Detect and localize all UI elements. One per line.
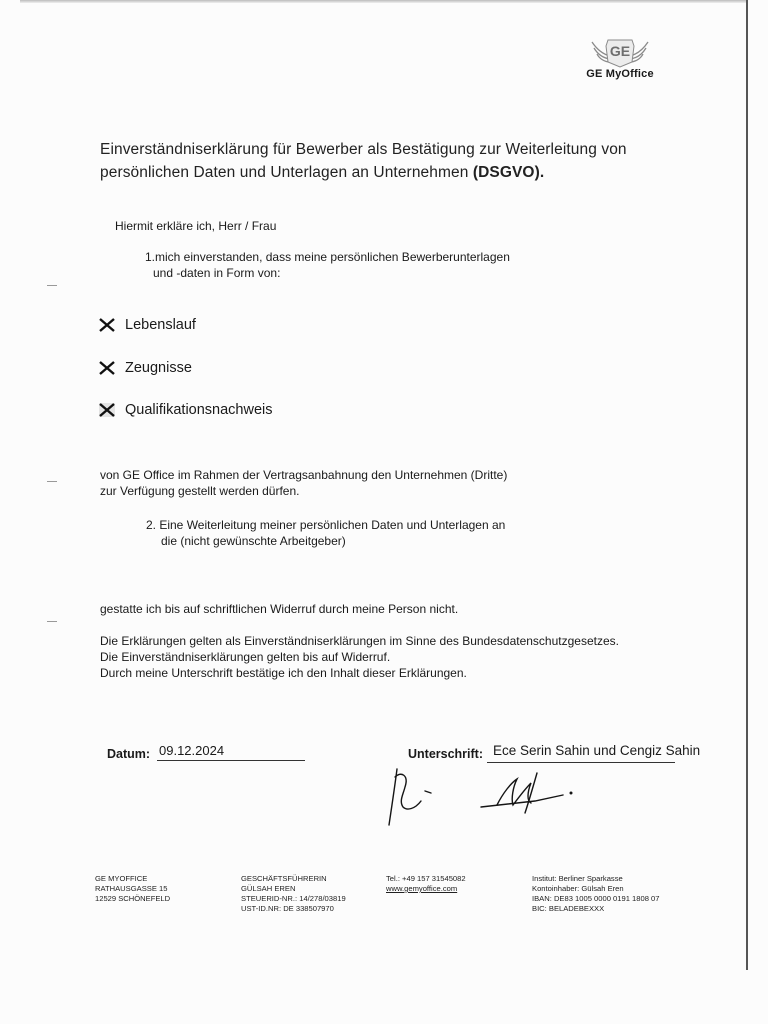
svg-text:GE: GE	[609, 43, 631, 59]
footer-website-link[interactable]: www.gemyoffice.com	[386, 884, 458, 893]
date-underline	[157, 760, 305, 761]
check-x-icon	[99, 361, 115, 375]
signature-label: Unterschrift:	[408, 747, 484, 761]
company-name: GE MyOffice	[586, 68, 654, 80]
footer-management: GESCHÄFTSFÜHRERIN GÜLSAH EREN STEUERID-NR.: 14/278/03819 UST-ID.NR: DE 338507970	[241, 874, 346, 913]
clause-1: 1.mich einverstanden, dass meine persönlichen Bewerberunterlagen und -daten in Form von:	[145, 250, 510, 280]
punch-mark	[47, 621, 57, 622]
date-value[interactable]: 09.12.2024	[159, 743, 225, 758]
handwritten-signature-icon	[385, 765, 585, 830]
title-line-1: Einverständniserklärung für Bewerber als Bestätigung zur Weiterleitung von	[100, 141, 627, 158]
checkbox-label: Qualifikationsnachweis	[125, 402, 273, 418]
signature-name[interactable]: Ece Serin Sahin und Cengiz Sahin	[493, 743, 701, 758]
checkbox-label: Lebenslauf	[125, 317, 196, 333]
date-label: Datum:	[107, 747, 151, 761]
declaration-text: Die Erklärungen gelten als Einverständniserklärungen im Sinne des Bundesdatenschutzgesetzes. Die Einverständniserklärungen gelten bis auf Widerruf. Durch meine Unterschrift bestätige ich den Inhalt dieser Erklärungen.	[100, 634, 619, 680]
clause-2: 2. Eine Weiterleitung meiner persönlichen Daten und Unterlagen an die (nicht gewünschte Arbeitgeber)	[146, 518, 506, 548]
checkbox-lebenslauf[interactable]	[99, 317, 196, 333]
checkbox-qualifikationsnachweis[interactable]	[99, 402, 273, 418]
company-logo	[580, 34, 660, 80]
continuation-text: von GE Office im Rahmen der Vertragsanbahnung den Unternehmen (Dritte) zur Verfügung gestellt werden dürfen.	[100, 468, 508, 498]
scan-right-edge	[746, 0, 748, 970]
intro-text: Hiermit erkläre ich, Herr / Frau	[115, 219, 277, 233]
check-x-icon	[99, 403, 115, 417]
punch-mark	[47, 481, 57, 482]
footer-bank: Institut: Berliner Sparkasse Kontoinhaber: Gülsah Eren IBAN: DE83 1005 0000 0191 1808 07 BIC: BELADEBEXXX	[532, 874, 660, 913]
signature-underline	[487, 762, 675, 763]
title-dsgvo: (DSGVO).	[472, 164, 545, 181]
document-title	[100, 138, 700, 184]
title-line-2: persönlichen Daten und Unterlagen an Unternehmen (DSGVO).	[100, 164, 545, 181]
scan-top-edge	[20, 0, 748, 3]
footer-address: GE MYOFFICE RATHAUSGASSE 15 12529 SCHÖNEFELD	[95, 874, 171, 903]
permit-text: gestatte ich bis auf schriftlichen Widerruf durch meine Person nicht.	[100, 602, 459, 616]
footer-contact	[386, 874, 466, 894]
punch-mark	[47, 285, 57, 286]
checkbox-zeugnisse[interactable]	[99, 360, 192, 376]
checkbox-label: Zeugnisse	[125, 360, 192, 376]
winged-logo-icon	[588, 34, 652, 68]
footer-phone: Tel.: +49 157 31545082	[386, 874, 466, 883]
check-x-icon	[99, 318, 115, 332]
